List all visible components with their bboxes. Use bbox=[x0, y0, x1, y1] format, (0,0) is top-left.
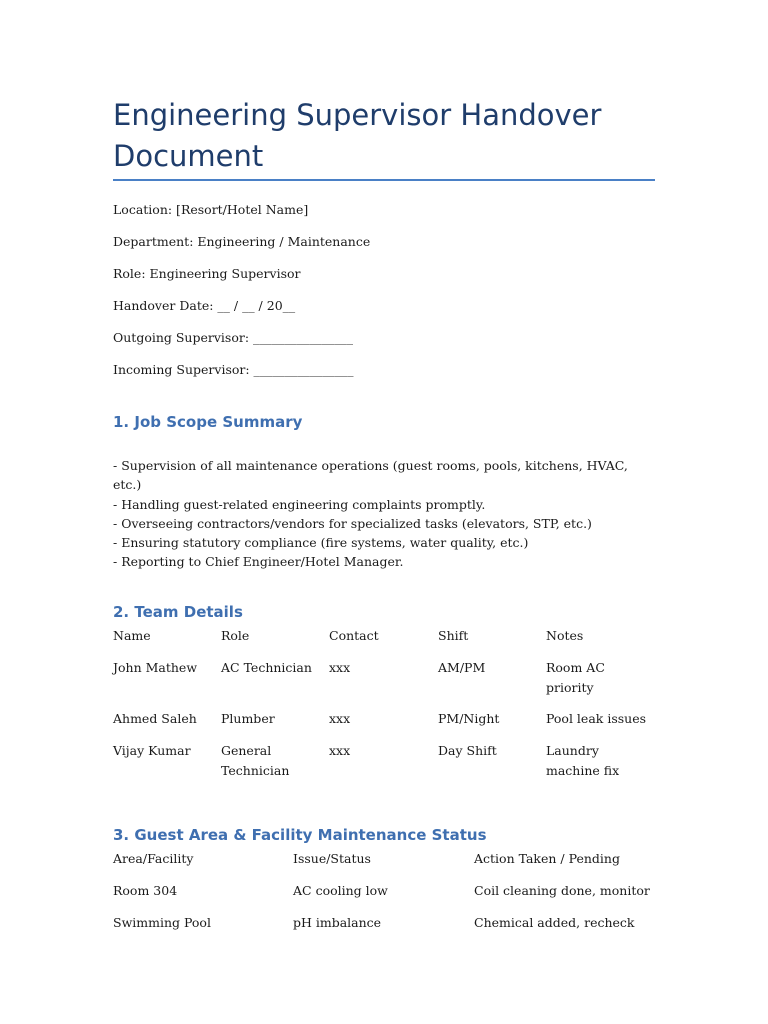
table-cell: AC Technician bbox=[221, 660, 312, 675]
table-cell: xxx bbox=[329, 660, 351, 675]
table-cell: xxx bbox=[329, 743, 351, 758]
table-cell: AM/PM bbox=[438, 660, 486, 675]
list-item: - Supervision of all maintenance operations (guest rooms, pools, kitchens, HVAC, etc.) bbox=[113, 458, 628, 493]
table-cell: John Mathew bbox=[113, 660, 198, 675]
team-details-heading: 2. Team Details bbox=[113, 603, 243, 621]
location-field: Location: [Resort/Hotel Name] bbox=[113, 202, 309, 217]
list-item: - Reporting to Chief Engineer/Hotel Manager. bbox=[113, 554, 404, 570]
table-cell: Chemical added, recheck bbox=[474, 915, 635, 930]
facility-status-heading: 3. Guest Area & Facility Maintenance Status bbox=[113, 826, 487, 844]
document-title-line-2: Document bbox=[113, 139, 264, 173]
outgoing-supervisor-field: Outgoing Supervisor: ________________ bbox=[113, 330, 354, 345]
column-header: Name bbox=[113, 628, 151, 643]
role-field: Role: Engineering Supervisor bbox=[113, 266, 301, 281]
column-header: Area/Facility bbox=[113, 851, 194, 866]
table-cell: Room 304 bbox=[113, 883, 178, 898]
table-cell: Coil cleaning done, monitor bbox=[474, 883, 650, 898]
column-header: Action Taken / Pending bbox=[474, 851, 620, 866]
job-scope-list bbox=[113, 456, 655, 572]
document-title bbox=[113, 95, 655, 177]
incoming-supervisor-field: Incoming Supervisor: ________________ bbox=[113, 362, 354, 377]
table-cell: Room AC priority bbox=[546, 660, 605, 695]
handover-date-field: Handover Date: __ / __ / 20__ bbox=[113, 298, 296, 313]
table-cell: Plumber bbox=[221, 711, 275, 726]
table-cell: pH imbalance bbox=[293, 915, 382, 930]
table-cell: Pool leak issues bbox=[546, 711, 647, 726]
table-cell: Swimming Pool bbox=[113, 915, 211, 930]
document-title-line-1: Engineering Supervisor Handover bbox=[113, 98, 602, 132]
title-underline bbox=[113, 179, 655, 181]
column-header: Role bbox=[221, 628, 250, 643]
table-cell: General Technician bbox=[221, 743, 290, 778]
table-cell: Day Shift bbox=[438, 743, 497, 758]
column-header: Shift bbox=[438, 628, 469, 643]
column-header: Issue/Status bbox=[293, 851, 371, 866]
list-item: - Overseeing contractors/vendors for specialized tasks (elevators, STP, etc.) bbox=[113, 515, 592, 531]
table-cell: AC cooling low bbox=[293, 883, 388, 898]
job-scope-heading: 1. Job Scope Summary bbox=[113, 413, 303, 431]
table-cell: Laundry machine fix bbox=[546, 743, 620, 778]
column-header: Contact bbox=[329, 628, 379, 643]
table-cell: Vijay Kumar bbox=[113, 743, 191, 758]
list-item: - Ensuring statutory compliance (fire systems, water quality, etc.) bbox=[113, 535, 529, 551]
column-header: Notes bbox=[546, 628, 584, 643]
department-field: Department: Engineering / Maintenance bbox=[113, 234, 371, 249]
table-cell: Ahmed Saleh bbox=[113, 711, 197, 726]
table-cell: xxx bbox=[329, 711, 351, 726]
list-item: - Handling guest-related engineering complaints promptly. bbox=[113, 496, 486, 512]
table-cell: PM/Night bbox=[438, 711, 500, 726]
